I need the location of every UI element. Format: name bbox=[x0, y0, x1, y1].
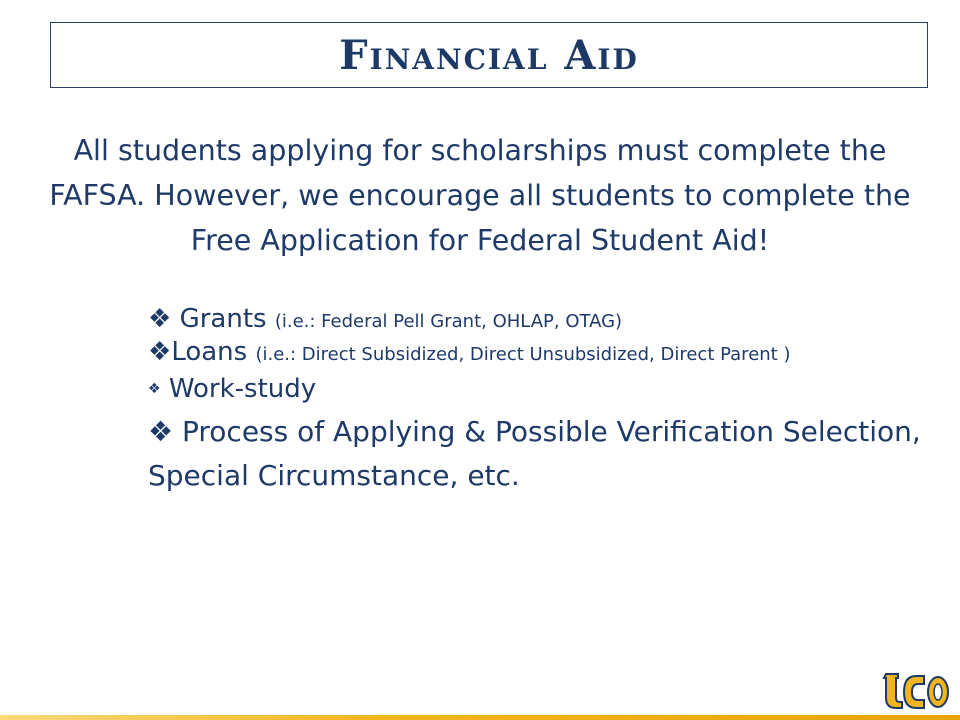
loans-label: Loans bbox=[171, 337, 248, 368]
list-item-work-study bbox=[148, 374, 938, 405]
list-item-grants bbox=[148, 304, 938, 335]
diamond-bullet-icon: ❖ bbox=[148, 337, 172, 368]
diamond-bullet-icon: ❖ bbox=[148, 414, 174, 448]
footer-gold-bar bbox=[0, 715, 960, 720]
loans-detail: (i.e.: Direct Subsidized, Direct Unsubsidized, Direct Parent ) bbox=[255, 344, 791, 366]
grants-detail: (i.e.: Federal Pell Grant, OHLAP, OTAG) bbox=[274, 311, 623, 332]
work-study-label: Work-study bbox=[168, 374, 317, 405]
diamond-bullet-icon: ❖ bbox=[148, 381, 161, 398]
list-item-process bbox=[148, 410, 938, 498]
uco-logo-icon bbox=[880, 664, 952, 716]
intro-paragraph: All students applying for scholarships must complete the FAFSA. However, we encourage all students to complete the Free Application for Federal Student Aid! bbox=[49, 134, 911, 257]
page-title: Financial Aid bbox=[339, 31, 639, 79]
process-label: Process of Applying & Possible Verification Selection, Special Circumstance, etc. bbox=[148, 414, 921, 492]
list-item-loans bbox=[148, 337, 938, 368]
grants-label: Grants bbox=[179, 304, 267, 334]
title-box bbox=[50, 22, 928, 88]
diamond-bullet-icon: ❖ bbox=[148, 304, 172, 334]
bullet-list bbox=[148, 304, 938, 498]
